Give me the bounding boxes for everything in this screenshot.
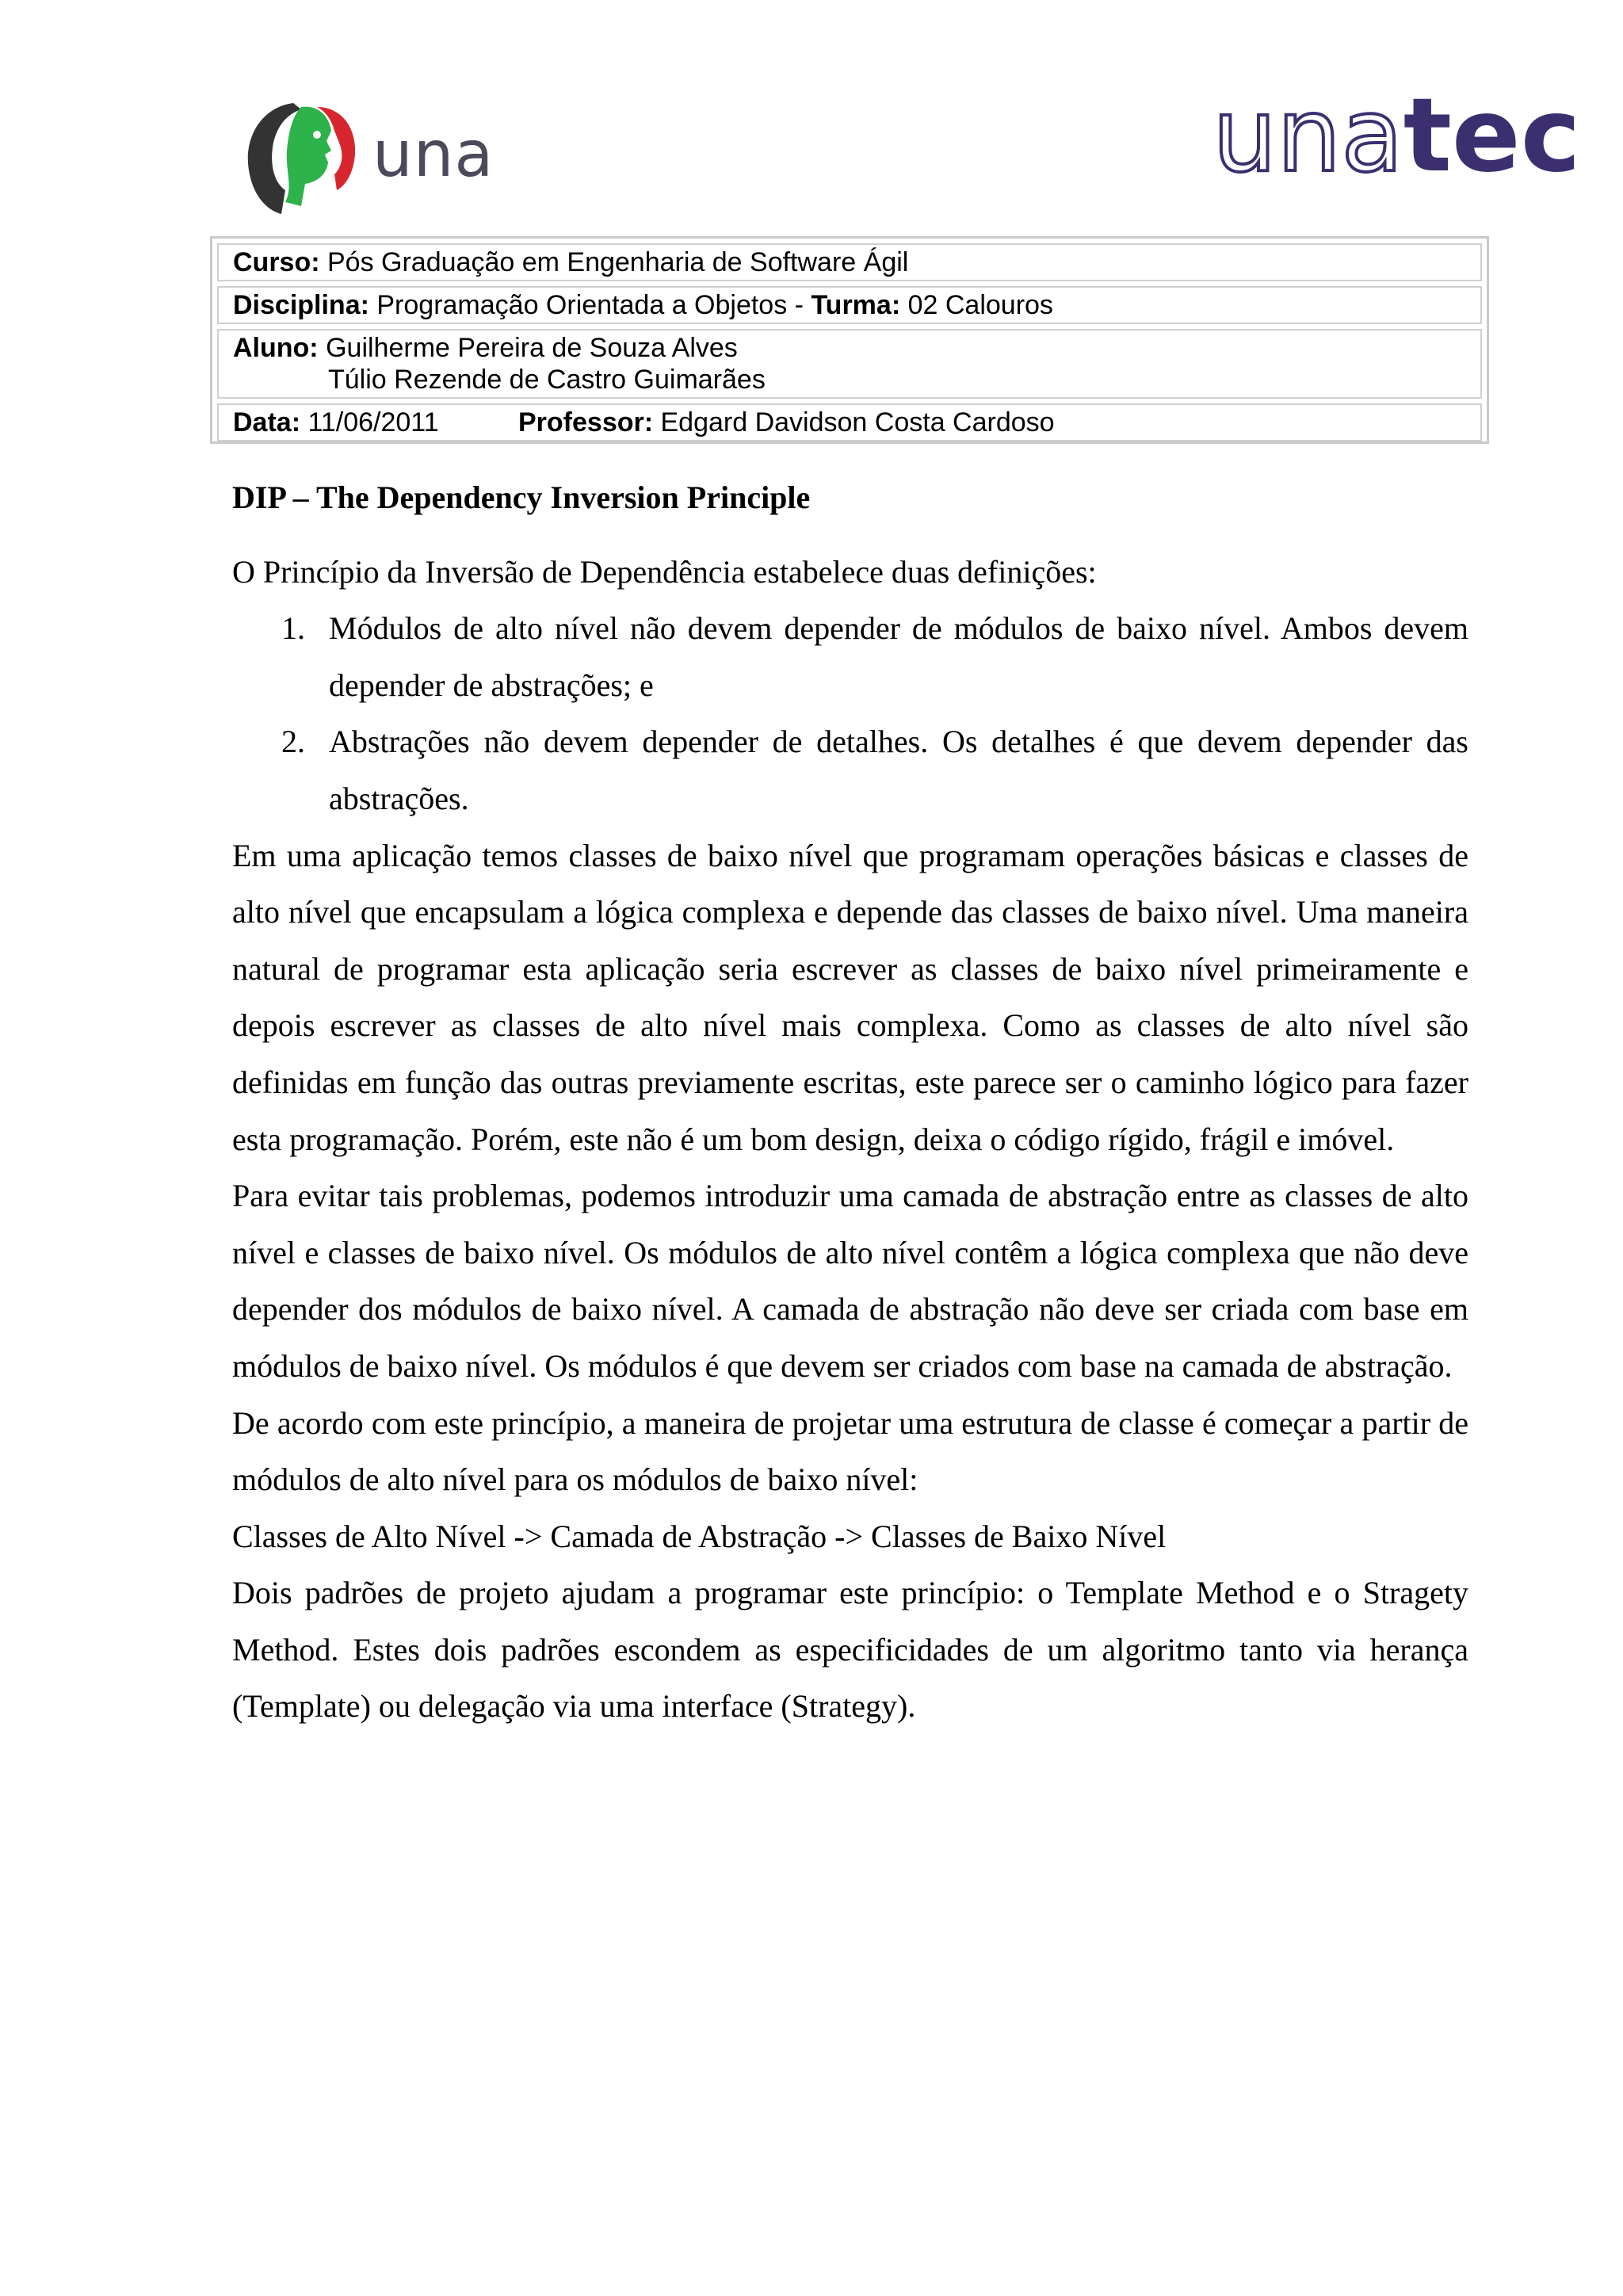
student-name-2: Túlio Rezende de Castro Guimarães xyxy=(328,365,766,395)
document-title: DIP – The Dependency Inversion Principle xyxy=(232,479,811,515)
discipline-label: Disciplina: xyxy=(233,290,369,320)
date-cell xyxy=(233,405,518,440)
student-label: Aluno: xyxy=(233,333,319,363)
professor-label: Professor: xyxy=(518,407,654,437)
paragraph-4: Classes de Alto Nível -> Camada de Abstração -> Classes de Baixo Nível xyxy=(232,1518,1167,1554)
course-row xyxy=(217,243,1482,281)
una-face-icon xyxy=(238,95,372,222)
list-item xyxy=(232,713,1468,827)
student-row xyxy=(217,329,1482,399)
paragraph-5: Dois padrões de projeto ajudam a programar este princípio: o Template Method e o Stragety Method. Estes dois padrões escondem as especificidades de um algoritmo tanto via herança (Template) ou delegação via uma interface (Strategy). xyxy=(232,1575,1468,1725)
professor-value: Edgard Davidson Costa Cardoso xyxy=(653,407,1055,437)
list-number: 1. xyxy=(281,610,305,647)
course-info-table xyxy=(210,236,1489,444)
unatec-logo-bold-text: tec xyxy=(1403,77,1581,195)
class-label: Turma: xyxy=(811,290,901,320)
document-body xyxy=(232,469,1468,1735)
student-name-1: Guilherme Pereira de Souza Alves xyxy=(318,333,738,363)
list-item xyxy=(232,600,1468,713)
intro-paragraph: O Princípio da Inversão de Dependência estabelece duas definições: xyxy=(232,553,1097,590)
list-number: 2. xyxy=(281,724,305,760)
una-logo xyxy=(238,95,507,222)
date-value: 11/06/2011 xyxy=(300,407,439,437)
unatec-logo xyxy=(1212,77,1609,197)
course-label: Curso: xyxy=(233,247,320,277)
course-value: Pós Graduação em Engenharia de Software Ágil xyxy=(319,247,909,277)
date-row xyxy=(217,403,1482,441)
discipline-value: Programação Orientada a Objetos - xyxy=(369,290,812,320)
list-text: Abstrações não devem depender de detalhes. Os detalhes é que devem depender das abstrações. xyxy=(329,724,1468,816)
paragraph-3: De acordo com este princípio, a maneira de projetar uma estrutura de classe é começar a partir de módulos de alto nível para os módulos de baixo nível: xyxy=(232,1404,1468,1498)
una-logo-text: una xyxy=(372,117,495,191)
paragraph-2: Para evitar tais problemas, podemos introduzir uma camada de abstração entre as classes de alto nível e classes de baixo nível. Os módulos de alto nível contêm a lógica complexa que não deve depender dos módulos de baixo nível. A camada de abstração não deve ser criada com base em módulos de baixo nível. Os módulos é que devem ser criados com base na camada de abstração. xyxy=(232,1178,1468,1384)
date-label: Data: xyxy=(233,407,301,437)
list-text: Módulos de alto nível não devem depender de módulos de baixo nível. Ambos devem depender de abstrações; e xyxy=(329,610,1468,703)
class-value: 02 Calouros xyxy=(900,290,1053,320)
paragraph-1: Em uma aplicação temos classes de baixo nível que programam operações básicas e classes de alto nível que encapsulam a lógica complexa e depende das classes de baixo nível. Uma maneira natural de programar esta aplicação seria escrever as classes de baixo nível primeiramente e depois escrever as classes de alto nível mais complexa. Como as classes de alto nível são definidas em função das outras previamente escritas, este parece ser o caminho lógico para fazer esta programação. Porém, este não é um bom design, deixa o código rígido, frágil e imóvel. xyxy=(232,837,1468,1157)
unatec-logo-light-text: una xyxy=(1212,77,1403,195)
discipline-row xyxy=(217,286,1482,324)
